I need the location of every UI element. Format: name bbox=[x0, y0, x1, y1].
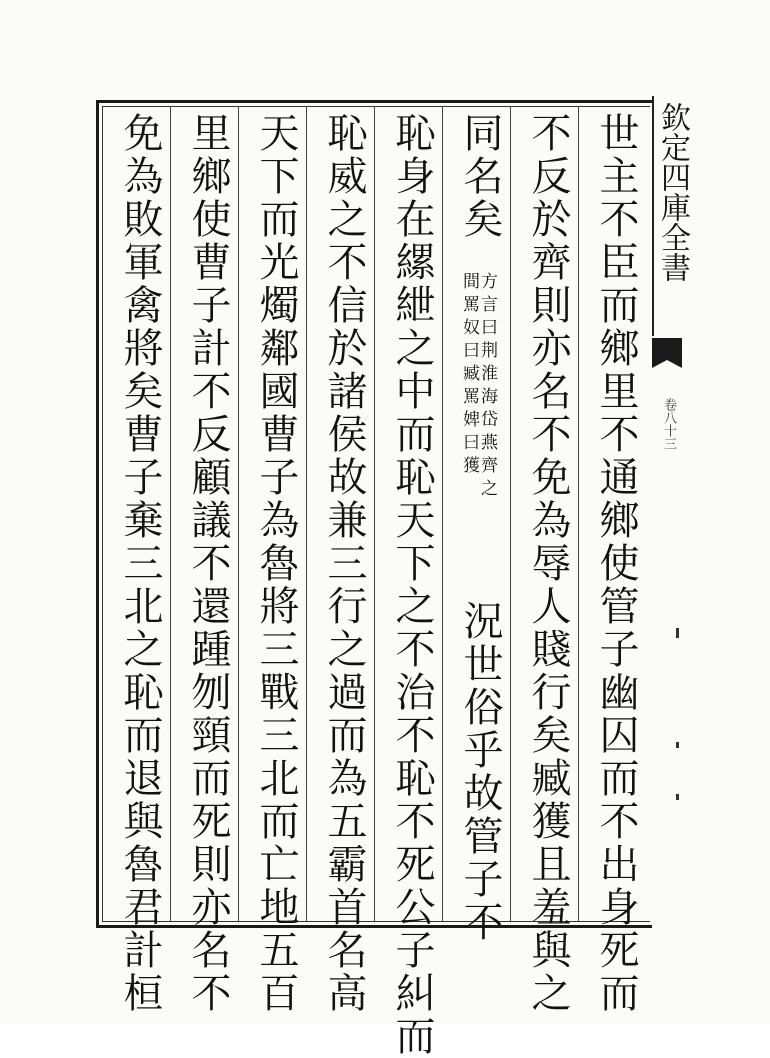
column-rule bbox=[374, 106, 375, 922]
text-column-5: 恥威之不信於諸侯故兼三行之過而為五霸首名高 bbox=[321, 112, 367, 1015]
text-column-2: 不反於齊則亦名不免為辱人賤行矣臧獲且羞與之 bbox=[525, 112, 571, 1015]
text-column-1: 世主不臣而鄉里不通鄉使管子幽囚而不出身死而 bbox=[593, 112, 639, 1015]
margin-mark bbox=[676, 794, 679, 800]
book-title: 欽定四庫全書 bbox=[655, 102, 690, 282]
column-rule bbox=[170, 106, 171, 922]
commentary-note bbox=[460, 272, 496, 612]
text-column-3-top: 同名矣 bbox=[457, 112, 503, 241]
column-rule bbox=[442, 106, 443, 922]
column-rule bbox=[510, 106, 511, 922]
commentary-line-right: 方言曰荆淮海岱燕齊之 bbox=[477, 272, 497, 502]
margin-mark bbox=[676, 742, 679, 748]
text-column-3-bottom: 況世俗乎故管子不 bbox=[457, 600, 503, 944]
commentary-line-left: 間罵奴曰臧罵婢曰獲 bbox=[459, 272, 479, 479]
text-column-8: 免為敗軍禽將矣曹子棄三北之恥而退與魯君計桓 bbox=[117, 112, 163, 1015]
column-rule bbox=[238, 106, 239, 922]
text-column-7: 里鄉使曹子計不反顧議不還踵刎頸而死則亦名不 bbox=[185, 112, 231, 1015]
margin-mark bbox=[676, 628, 679, 638]
chapter-marker: 卷八十三 bbox=[661, 398, 676, 450]
column-rule bbox=[306, 106, 307, 922]
text-column-6: 天下而光燭鄰國曹子為魯將三戰三北而亡地五百 bbox=[253, 112, 299, 1015]
text-column-4: 恥身在縲紲之中而恥天下之不治不恥不死公子糾而 bbox=[389, 112, 435, 1058]
fish-tail-mark bbox=[652, 338, 682, 360]
column-rule bbox=[578, 106, 579, 922]
